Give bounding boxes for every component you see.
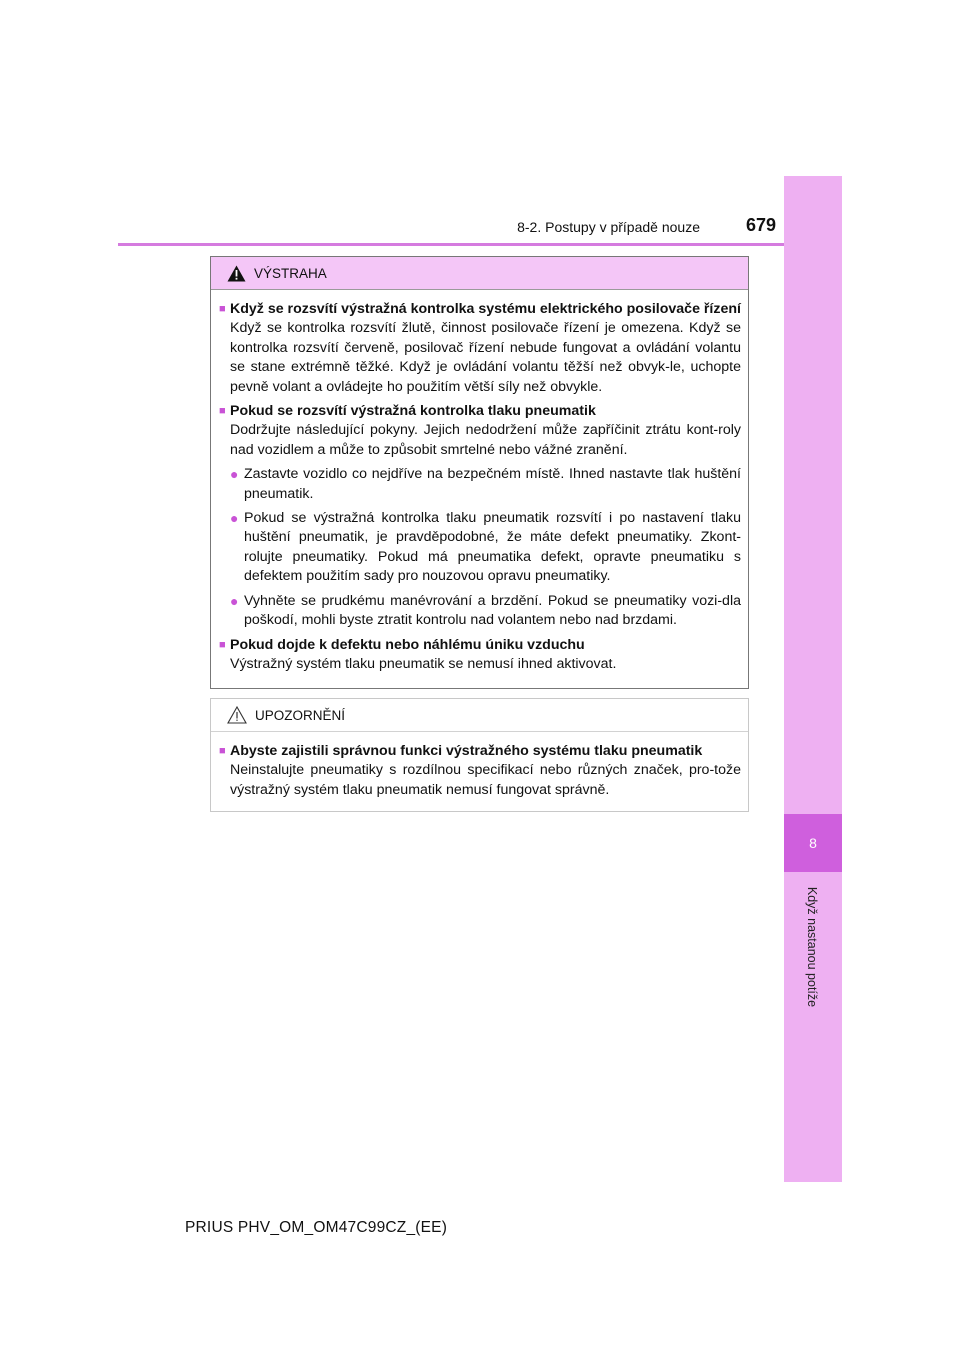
- caution-item-heading: ■ Abyste zajistili správnou funkci výstražného systému tlaku pneumatik: [219, 742, 741, 761]
- page-number: 679: [745, 215, 776, 235]
- caution-item: [219, 742, 741, 800]
- warning-box-body: [211, 290, 748, 674]
- caution-box: [210, 698, 749, 812]
- warning-triangle-icon: [227, 265, 246, 282]
- warning-title: VÝSTRAHA: [254, 265, 327, 281]
- chapter-number: 8: [784, 814, 842, 872]
- warning-item-text: Když se kontrolka rozsvítí žlutě, činnost posilovače řízení je omezena. Když se kontrolka rozsvítí červeně, posilovač řízení nebude fungovat a ovládání volantu se stane extrémně těžké. Když je ovládání volantu těžší než obvyk-le, uchopte pevně volant a ovládejte ho použitím větší síly než obvykle.: [230, 320, 741, 395]
- warning-box: [210, 256, 749, 689]
- chapter-side-tab: [784, 176, 842, 1182]
- warning-item-heading: ■ Pokud dojde k defektu nebo náhlému úniku vzduchu: [219, 636, 741, 655]
- square-bullet-icon: ■: [219, 405, 226, 418]
- document-code: PRIUS PHV_OM_OM47C99CZ_(EE): [185, 1219, 448, 1236]
- circle-bullet-icon: ●: [230, 510, 239, 527]
- warning-item-text: Výstražný systém tlaku pneumatik se nemusí ihned aktivovat.: [230, 655, 617, 672]
- circle-bullet-icon: ●: [230, 592, 239, 609]
- warning-sub-bullet: ● Vyhněte se prudkému manévrování a brzdění. Pokud se pneumatiky vozi-dla poškodí, mohli byste ztratit kontrolu nad volantem nebo nad brzdami.: [219, 592, 741, 631]
- warning-item-heading: ■ Když se rozsvítí výstražná kontrolka systému elektrického posilovače řízení: [219, 300, 741, 319]
- caution-triangle-icon: [227, 706, 247, 724]
- warning-sub-bullet: ● Pokud se výstražná kontrolka tlaku pneumatik rozsvítí i po nastavení tlaku huštění pneumatik, je pravděpodobné, že máte defekt pneumatiky. Zkont-rolujte pneumatiky. Pokud má pneumatika defekt, opravte pneumatiku s defektem použitím sady pro nouzovou opravu pneumatiky.: [219, 509, 741, 587]
- warning-item: [219, 300, 741, 397]
- caution-title: UPOZORNĚNÍ: [255, 707, 346, 723]
- caution-box-header: [211, 699, 748, 732]
- warning-item: [219, 636, 741, 675]
- caution-box-body: [211, 732, 748, 800]
- header-rule: [118, 243, 784, 246]
- warning-item-heading: ■ Pokud se rozsvítí výstražná kontrolka tlaku pneumatik: [219, 402, 741, 421]
- warning-sub-bullet: ● Zastavte vozidlo co nejdříve na bezpečném místě. Ihned nastavte tlak huštění pneumatik.: [219, 465, 741, 504]
- circle-bullet-icon: ●: [230, 466, 239, 483]
- section-title: 8-2. Postupy v případě nouze: [517, 219, 700, 235]
- square-bullet-icon: ■: [219, 638, 226, 651]
- chapter-label: Když nastanou potíže: [805, 886, 819, 1008]
- square-bullet-icon: ■: [219, 745, 226, 757]
- warning-item: [219, 402, 741, 630]
- caution-item-text: Neinstalujte pneumatiky s rozdílnou specifikací nebo různých značek, pro-tože výstražný systém tlaku pneumatik nemusí fungovat správně.: [230, 762, 741, 798]
- square-bullet-icon: ■: [219, 303, 226, 315]
- warning-item-text: Dodržujte následující pokyny. Jejich nedodržení může zapříčinit ztrátu kont-roly nad vozidlem a může to způsobit smrtelné nebo vážné zranění.: [230, 422, 741, 458]
- warning-box-header: [211, 257, 748, 290]
